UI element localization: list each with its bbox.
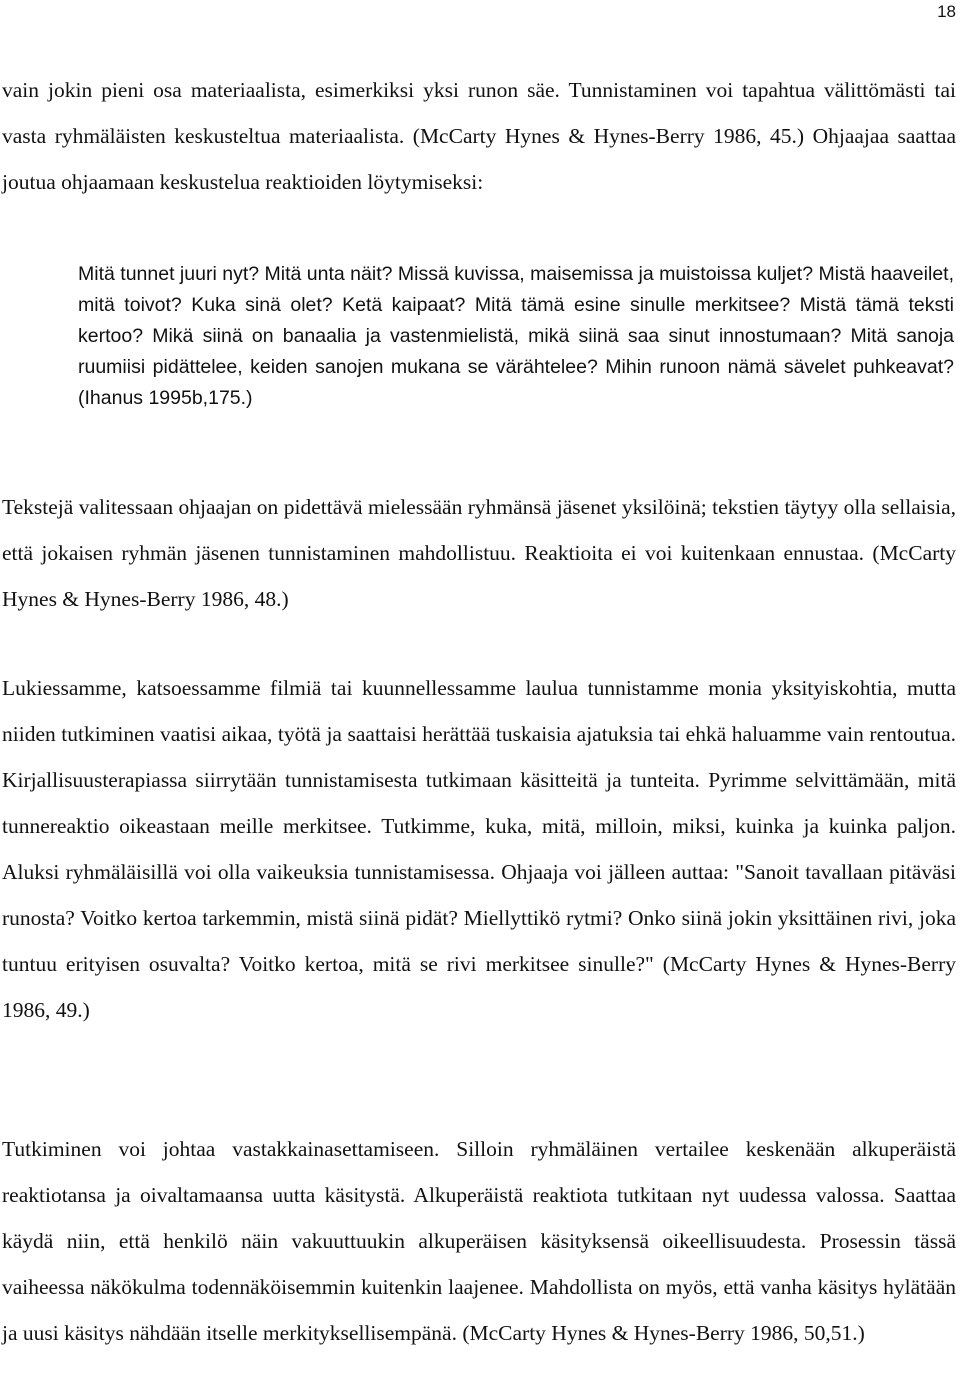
body-paragraph-1: vain jokin pieni osa materiaalista, esimerkiksi yksi runon säe. Tunnistaminen voi tapahtua välittömästi tai vasta ryhmäläisten keskusteltua materiaalista. (McCarty Hynes & Hynes-Berry 1986, 45.) Ohjaajaa saattaa joutua ohjaamaan keskustelua reaktioiden löytymiseksi: <box>2 78 956 194</box>
body-paragraph-4: Tutkiminen voi johtaa vastakkainasettamiseen. Silloin ryhmäläinen vertailee keskenään alkuperäistä reaktiotansa ja oivaltamaansa uutta käsitystä. Alkuperäistä reaktiota tutkitaan nyt uudessa valossa. Saattaa käydä niin, että henkilö näin vakuuttuukin alkuperäisen käsityksensä oikeellisuudesta. Prosessin tässä vaiheessa näkökulma todennäköisemmin kuitenkin laajenee. Mahdollista on myös, että vanha käsitys hylätään ja uusi käsitys nähdään itselle merkityksellisempänä. (McCarty Hynes & Hynes-Berry 1986, 50,51.) <box>2 1137 956 1345</box>
body-paragraph-2: Tekstejä valitessaan ohjaajan on pidettävä mielessään ryhmänsä jäsenet yksilöinä; tekstien täytyy olla sellaisia, että jokaisen ryhmän jäsenen tunnistaminen mahdollistuu. Reaktioita ei voi kuitenkaan ennustaa. (McCarty Hynes & Hynes-Berry 1986, 48.) <box>2 495 956 611</box>
page-number: 18 <box>937 2 956 21</box>
block-quote: Mitä tunnet juuri nyt? Mitä unta näit? Missä kuvissa, maisemissa ja muistoissa kuljet? Mistä haaveilet, mitä toivot? Kuka sinä olet? Ketä kaipaat? Mitä tämä esine sinulle merkitsee? Mistä tämä teksti kertoo? Mikä siinä on banaalia ja vastenmielistä, mikä siinä saa sinut innostumaan? Mitä sanoja ruumiisi pidättelee, keiden sanojen mukana se värähtelee? Mihin runoon nämä sävelet puhkeavat? (Ihanus 1995b,175.) <box>78 263 954 409</box>
body-paragraph-3: Lukiessamme, katsoessamme filmiä tai kuunnellessamme laulua tunnistamme monia yksityiskohtia, mutta niiden tutkiminen vaatisi aikaa, työtä ja saattaisi herättää tuskaisia ajatuksia tai ehkä haluamme vain rentoutua. Kirjallisuusterapiassa siirrytään tunnistamisesta tutkimaan käsitteitä ja tunteita. Pyrimme selvittämään, mitä tunnereaktio oikeastaan meille merkitsee. Tutkimme, kuka, mitä, milloin, miksi, kuinka ja kuinka paljon. Aluksi ryhmäläisillä voi olla vaikeuksia tunnistamisessa. Ohjaaja voi jälleen auttaa: "Sanoit tavallaan pitäväsi runosta? Voitko kertoa tarkemmin, mistä siinä pidät? Miellyttikö rytmi? Onko siinä jokin yksittäinen rivi, joka tuntuu erityisen osuvalta? Voitko kertoa, mitä se rivi merkitsee sinulle?" (McCarty Hynes & Hynes-Berry 1986, 49.) <box>2 676 956 1022</box>
